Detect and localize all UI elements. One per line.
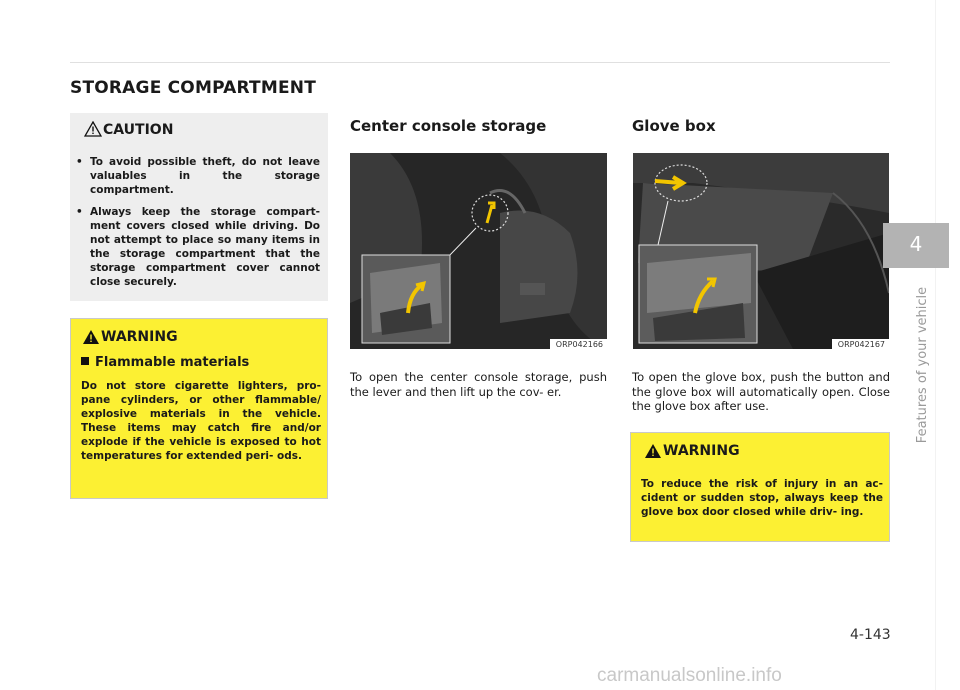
warning-text: Do not store cigarette lighters, pro- pane cylinders, or other flammable/ explosive materials in the vehicle. These items may catch fire and/or explode if the vehicle is exposed to hot temperatures for extended peri- ods. [81, 380, 321, 462]
top-rule [70, 62, 890, 63]
warning-subtitle-text: Flammable materials [95, 355, 250, 370]
page-title: STORAGE COMPARTMENT [70, 78, 317, 98]
warning-subtitle [81, 355, 249, 370]
glove-box-heading: Glove box [632, 117, 716, 135]
warning-triangle-icon [644, 443, 662, 459]
glove-box-illustration [633, 153, 889, 349]
caution-box [70, 113, 328, 301]
glove-box-photo [633, 153, 889, 349]
sidebar [905, 0, 960, 690]
warning-title: WARNING [101, 329, 178, 345]
caution-item: • To avoid possible theft, do not leave valuables in the storage compartment. [70, 155, 320, 197]
center-console-text: To open the center console storage, push the lever and then lift up the cov- er. [350, 370, 607, 399]
warning-text: To reduce the risk of injury in an ac- cident or sudden stop, always keep the glove box door closed while driv- ing. [641, 478, 883, 518]
warning-title: WARNING [663, 443, 740, 459]
warning-box-glove [630, 432, 890, 542]
glove-box-text: To open the glove box, push the button and the glove box will automatically open. Close the glove box after use. [632, 370, 890, 413]
image-code: ORP042166 [550, 339, 607, 349]
caution-triangle-icon [84, 121, 102, 137]
chapter-number: 4 [909, 232, 923, 256]
sidebar-line [935, 0, 936, 690]
watermark: carmanualsonline.info [597, 665, 782, 686]
section-label: Features of your vehicle [915, 286, 930, 444]
center-console-heading: Center console storage [350, 117, 547, 135]
caution-item: • Always keep the storage compart- ment covers closed while driving. Do not attempt to place so many items in the storage compartment that the storage compartment cover cannot close securely. [70, 205, 320, 289]
warning-triangle-icon [82, 329, 100, 345]
chapter-tab [883, 223, 949, 268]
square-bullet-icon [81, 357, 89, 365]
page-number: 4-143 [850, 627, 891, 643]
center-console-illustration [350, 153, 607, 349]
warning-box-flammable [70, 318, 328, 499]
image-code: ORP042167 [832, 339, 889, 349]
caution-list [70, 155, 320, 297]
center-console-photo [350, 153, 607, 349]
caution-title: CAUTION [103, 122, 174, 138]
